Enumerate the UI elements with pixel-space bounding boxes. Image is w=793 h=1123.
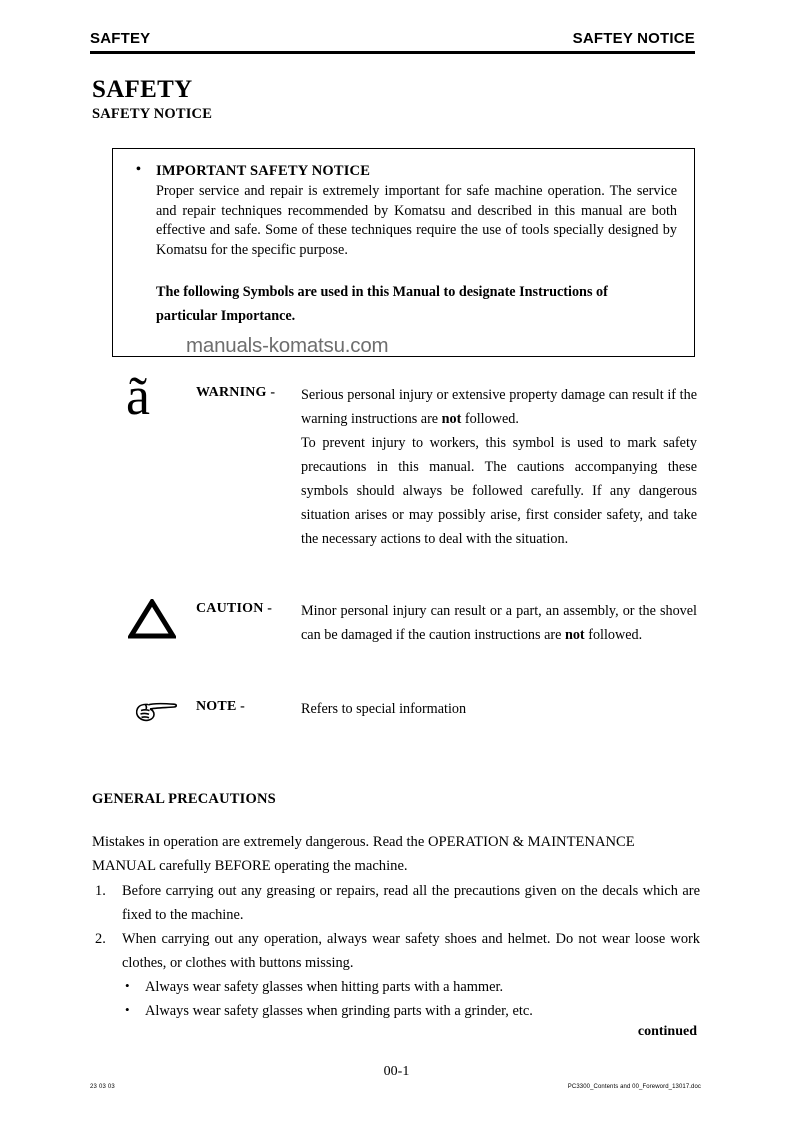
list-item-text: Before carrying out any greasing or repairs, read all the precautions given on the decals which are fixed to the machine.	[122, 883, 700, 923]
list-item-number: 2.	[95, 931, 106, 947]
bullet-icon: •	[125, 1002, 130, 1017]
notice-heading-text: IMPORTANT SAFETY NOTICE	[156, 163, 371, 179]
caution-triangle-icon	[112, 599, 196, 647]
caution-tail: followed.	[584, 627, 643, 643]
continued-label: continued	[637, 1024, 697, 1039]
list-item	[92, 879, 700, 927]
symbol-row-note	[112, 697, 697, 721]
warning-text-part1	[301, 383, 697, 431]
warning-symbol-icon	[112, 366, 196, 551]
symbol-row-caution	[112, 599, 697, 647]
page-subtitle: SAFETY NOTICE	[92, 106, 213, 122]
caution-sentence-1: Minor personal injury can result or a part, an assembly, or the shovel can be damaged if the caution instructions are	[301, 603, 697, 643]
notice-paragraph: Proper service and repair is extremely important for safe machine operation. The service and repair techniques recommended by Komatsu and described in this manual are both effective and safe. Some of these techniques require the use of tools specially designed by Komatsu for the specific purpose.	[156, 183, 677, 259]
note-label: NOTE -	[196, 699, 246, 714]
header-rule	[90, 51, 695, 54]
bullet-icon: •	[125, 978, 130, 993]
running-header-left: SAFTEY	[90, 30, 151, 47]
note-text-part1: Refers to special information	[301, 701, 467, 717]
warning-tail: followed.	[461, 411, 519, 427]
warning-text-part2: To prevent injury to workers, this symbol is used to mark safety precautions in this manual. The cautions accompanying these symbols should always be followed carefully. If any dangerous situation arises or may possibly arise, first consider safety, and take the necessary actions to deal with the situation.	[301, 435, 697, 547]
warning-text	[301, 383, 697, 551]
page-title: SAFETY	[92, 76, 193, 103]
warning-glyph: ã	[126, 366, 150, 426]
footer-filename: PC3300_Contents and 00_Foreword_13017.doc	[567, 1084, 701, 1090]
general-precautions-intro: Mistakes in operation are extremely dangerous. Read the OPERATION & MAINTENANCE MANUAL carefully BEFORE operating the machine.	[92, 834, 635, 874]
list-item	[92, 975, 700, 999]
notice-emphasis	[130, 280, 677, 328]
pointing-hand-icon	[112, 697, 196, 721]
running-header	[90, 30, 695, 47]
note-text	[301, 697, 697, 721]
warning-bold-not: not	[441, 411, 462, 427]
warning-sentence-1: Serious personal injury or extensive property damage can result if the warning instructions are	[301, 387, 697, 427]
bullet-icon: •	[136, 162, 142, 177]
running-header-right: SAFTEY NOTICE	[572, 30, 695, 47]
list-item-text: Always wear safety glasses when grinding parts with a grinder, etc.	[145, 1003, 533, 1019]
caution-bold-not: not	[564, 627, 585, 643]
caution-text-part1	[301, 599, 697, 647]
footer-date: 23 03 03	[90, 1084, 115, 1090]
warning-label: WARNING -	[196, 385, 276, 400]
list-item-text: Always wear safety glasses when hitting parts with a hammer.	[145, 979, 504, 995]
list-item-number: 1.	[95, 883, 106, 899]
notice-emphasis-line2: particular Importance.	[156, 307, 296, 324]
caution-text	[301, 599, 697, 647]
list-item-text: When carrying out any operation, always wear safety shoes and helmet. Do not wear loose work clothes, or clothes with buttons missing.	[122, 931, 700, 971]
caution-label: CAUTION -	[196, 601, 273, 616]
notice-emphasis-line1: The following Symbols are used in this Manual to designate Instructions of	[156, 283, 608, 300]
symbol-row-warning	[112, 366, 697, 551]
watermark: manuals-komatsu.com	[186, 334, 389, 357]
notice-heading	[130, 163, 677, 180]
general-precautions-list	[92, 879, 700, 1023]
list-item	[92, 999, 700, 1023]
important-safety-notice-box	[112, 148, 695, 357]
page-number: 00-1	[383, 1064, 410, 1079]
list-item	[92, 927, 700, 975]
general-precautions-heading: GENERAL PRECAUTIONS	[92, 791, 276, 807]
